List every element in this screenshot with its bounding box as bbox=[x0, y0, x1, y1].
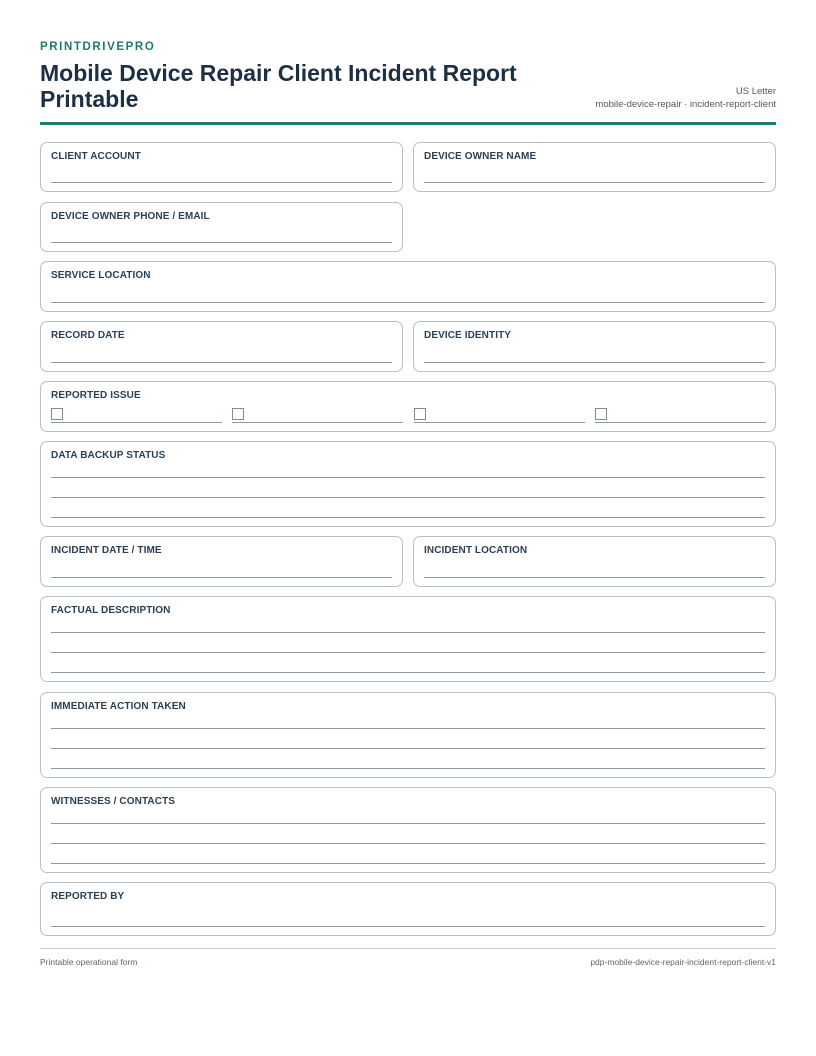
checkbox-icon[interactable] bbox=[414, 408, 426, 420]
footer-divider bbox=[40, 948, 776, 949]
brand-name: PRINTDRIVEPRO bbox=[40, 41, 156, 53]
footer-form-id: pdp-mobile-device-repair-incident-report-client-v1 bbox=[590, 957, 776, 967]
device-identity-line[interactable] bbox=[424, 362, 765, 363]
device-identity-label: DEVICE IDENTITY bbox=[424, 330, 512, 341]
incident-datetime-label: INCIDENT DATE / TIME bbox=[51, 545, 162, 556]
data-backup-status-line-2[interactable] bbox=[51, 497, 765, 498]
incident-datetime-line[interactable] bbox=[51, 577, 392, 578]
document-meta bbox=[595, 85, 776, 111]
factual-description-line-1[interactable] bbox=[51, 632, 765, 633]
record-date-field bbox=[40, 321, 403, 372]
immediate-action-field bbox=[40, 692, 776, 778]
factual-description-line-2[interactable] bbox=[51, 652, 765, 653]
factual-description-field bbox=[40, 596, 776, 682]
device-identity-field bbox=[413, 321, 776, 372]
witnesses-line-1[interactable] bbox=[51, 823, 765, 824]
record-date-line[interactable] bbox=[51, 362, 392, 363]
data-backup-status-line-1[interactable] bbox=[51, 477, 765, 478]
checkbox-icon[interactable] bbox=[232, 408, 244, 420]
client-account-label: CLIENT ACCOUNT bbox=[51, 151, 141, 162]
immediate-action-line-1[interactable] bbox=[51, 728, 765, 729]
service-location-line[interactable] bbox=[51, 302, 765, 303]
reported-by-label: REPORTED BY bbox=[51, 891, 125, 902]
witnesses-label: WITNESSES / CONTACTS bbox=[51, 796, 176, 807]
factual-description-label: FACTUAL DESCRIPTION bbox=[51, 605, 171, 616]
data-backup-status-field bbox=[40, 441, 776, 527]
data-backup-status-label: DATA BACKUP STATUS bbox=[51, 450, 166, 461]
document-slug: mobile-device-repair · incident-report-client bbox=[595, 99, 776, 110]
data-backup-status-line-3[interactable] bbox=[51, 517, 765, 518]
immediate-action-label: IMMEDIATE ACTION TAKEN bbox=[51, 701, 186, 712]
page-title: Mobile Device Repair Client Incident Report Printable bbox=[40, 60, 517, 112]
reported-by-field bbox=[40, 882, 776, 936]
record-date-label: RECORD DATE bbox=[51, 330, 125, 341]
incident-datetime-field bbox=[40, 536, 403, 587]
option-line bbox=[51, 422, 222, 423]
option-line bbox=[232, 422, 403, 423]
immediate-action-line-2[interactable] bbox=[51, 748, 765, 749]
witnesses-field bbox=[40, 787, 776, 873]
reported-by-line[interactable] bbox=[51, 926, 765, 927]
reported-issue-label: REPORTED ISSUE bbox=[51, 390, 141, 401]
incident-location-field bbox=[413, 536, 776, 587]
reported-issue-option-2[interactable] bbox=[232, 408, 403, 423]
device-owner-contact-field bbox=[40, 202, 403, 252]
service-location-label: SERVICE LOCATION bbox=[51, 270, 151, 281]
service-location-field bbox=[40, 261, 776, 312]
option-line bbox=[414, 422, 585, 423]
witnesses-line-3[interactable] bbox=[51, 863, 765, 864]
client-account-line[interactable] bbox=[51, 182, 392, 183]
device-owner-contact-label: DEVICE OWNER PHONE / EMAIL bbox=[51, 211, 210, 222]
device-owner-name-field bbox=[413, 142, 776, 192]
factual-description-line-3[interactable] bbox=[51, 672, 765, 673]
client-account-field bbox=[40, 142, 403, 192]
device-owner-name-line[interactable] bbox=[424, 182, 765, 183]
option-line bbox=[595, 422, 766, 423]
checkbox-icon[interactable] bbox=[595, 408, 607, 420]
incident-location-label: INCIDENT LOCATION bbox=[424, 545, 528, 556]
paper-size: US Letter bbox=[735, 86, 776, 97]
reported-issue-option-3[interactable] bbox=[414, 408, 585, 423]
witnesses-line-2[interactable] bbox=[51, 843, 765, 844]
device-owner-name-label: DEVICE OWNER NAME bbox=[424, 151, 537, 162]
reported-issue-field bbox=[40, 381, 776, 432]
incident-location-line[interactable] bbox=[424, 577, 765, 578]
reported-issue-option-1[interactable] bbox=[51, 408, 222, 423]
checkbox-icon[interactable] bbox=[51, 408, 63, 420]
footer-left-text: Printable operational form bbox=[40, 957, 138, 967]
reported-issue-option-4[interactable] bbox=[595, 408, 766, 423]
device-owner-contact-line[interactable] bbox=[51, 242, 392, 243]
header-divider bbox=[40, 122, 776, 125]
immediate-action-line-3[interactable] bbox=[51, 768, 765, 769]
